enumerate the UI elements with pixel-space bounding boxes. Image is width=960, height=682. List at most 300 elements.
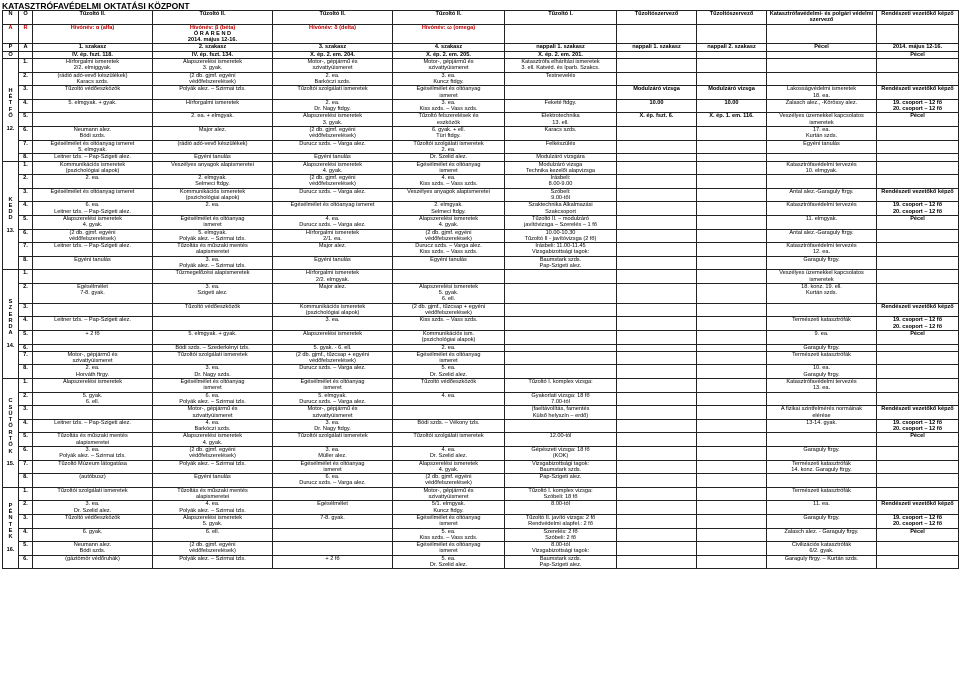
lesson-cell: 13-14. gyak. (767, 419, 877, 433)
lesson-cell: Rendészeti vezetőkő képző (877, 86, 959, 100)
lesson-cell: Katasztrófavédelmi tervezés 13. ea. (767, 379, 877, 393)
lesson-cell: 6. ea. Durucz szds. – Varga alez. (273, 474, 393, 488)
lesson-cell (617, 330, 697, 344)
lesson-cell: 10.00 (697, 99, 767, 113)
lesson-cell: Modulzáró vizsgára (505, 154, 617, 161)
lesson-cell: Polyák alez. – Szirmai tzls. (153, 86, 273, 100)
lesson-cell: Felkészülés (505, 140, 617, 154)
period-number: 4. (19, 202, 33, 216)
lesson-cell: Neumann alez. Bódi szds. (33, 127, 153, 141)
lesson-cell: Alapszerelési ismeretek 4. gyak. (393, 215, 505, 229)
period-number: 1. (19, 59, 33, 73)
lesson-cell: 3. ea. Müller alez. (273, 447, 393, 461)
lesson-cell (617, 317, 697, 331)
lesson-cell: 4. ea. Kiss szds. – Vass szds. (393, 175, 505, 189)
lesson-cell (505, 419, 617, 433)
lesson-cell (617, 202, 697, 216)
schedule-date: 2014. május 12-16. (187, 37, 238, 44)
lesson-cell (877, 59, 959, 73)
lesson-cell: 2. ea. Dr. Nagy ftdgy. (273, 99, 393, 113)
lesson-cell: 10.00 (617, 99, 697, 113)
period-number: 8. (19, 474, 33, 488)
header-letter: N (3, 11, 19, 25)
lesson-cell (505, 344, 617, 351)
group-header-cell (877, 24, 959, 44)
lesson-cell (505, 283, 617, 303)
lesson-cell: Hírforgalmi ismeretek 2/2. elmgyak. (273, 270, 393, 284)
lesson-cell (617, 127, 697, 141)
lesson-cell: Alapszerelési ismeretek 5. gyak. 6. ell. (393, 283, 505, 303)
lesson-cell: Lakosságvédelmi ismeretek 18. ea. (767, 86, 877, 100)
lesson-cell: (faeltávolítás, famentés Külső helyszín – erdő) (505, 406, 617, 420)
lesson-cell (697, 406, 767, 420)
lesson-cell: Hírforgalmi ismeretek (153, 99, 273, 113)
day-label: C S Ü T Ö R T Ö K 15. (3, 379, 19, 488)
lesson-cell: 3. ea. (273, 317, 393, 331)
lesson-cell (697, 330, 767, 344)
lesson-cell (767, 154, 877, 161)
lesson-cell: Egyéni tanulás (767, 140, 877, 154)
lesson-cell (33, 406, 153, 420)
group-header-cell (505, 24, 617, 44)
lesson-cell: Garaguly ftrgy. (767, 514, 877, 528)
header-row (3, 11, 959, 25)
lesson-cell: Alapszerelési ismeretek 5. gyak. (153, 514, 273, 528)
lesson-cell (697, 344, 767, 351)
lesson-cell: Égésélmélet és oltóanyag ismeret (393, 351, 505, 365)
group-header-cell: X. ép. 2. em. 201. (505, 51, 617, 58)
lesson-cell (505, 270, 617, 284)
lesson-cell (877, 175, 959, 189)
lesson-cell (617, 351, 697, 365)
lesson-cell: Antal alez.-Garaguly ftrgy. (767, 229, 877, 243)
group-header-cell: 4. szakasz (393, 44, 505, 51)
lesson-cell (877, 344, 959, 351)
period-number: 7. (19, 140, 33, 154)
period-number: 2. (19, 72, 33, 86)
lesson-cell: 3. ea. Polyák alez. – Szirmai tzls. (33, 447, 153, 461)
lesson-cell (877, 474, 959, 488)
period-number: 3. (19, 514, 33, 528)
lesson-cell (697, 501, 767, 515)
lesson-cell: 17. ea. Kurtán szds. (767, 127, 877, 141)
group-callsign: Hívónév: β (béta) (189, 24, 236, 31)
period-number: 2. (19, 392, 33, 406)
group-header-cell (153, 11, 273, 25)
lesson-cell: Major alez. (273, 283, 393, 303)
period-number: 5. (19, 113, 33, 127)
lesson-cell: 4. ea. Durucz szds. – Varga alez. (273, 215, 393, 229)
lesson-cell: Tűzoltó védőeszközök (153, 303, 273, 317)
timetable-grid (2, 10, 959, 569)
lesson-cell: Veszélyes anyagok alapismeretei (153, 161, 273, 175)
lesson-cell (393, 270, 505, 284)
lesson-cell: Pécel (877, 215, 959, 229)
day-label: P É N T E K 16. (3, 487, 19, 569)
lesson-cell: Motor-, gépjármű és szivattyúismeret (273, 406, 393, 420)
lesson-cell (697, 270, 767, 284)
lesson-cell (617, 433, 697, 447)
lesson-cell: 19. csoport – 12 fő 20. csoport – 12 fő (877, 317, 959, 331)
lesson-cell: 5. gyak. 6. ell. (33, 392, 153, 406)
lesson-cell (877, 140, 959, 154)
lesson-cell: Testnevelés (505, 72, 617, 86)
lesson-row (3, 406, 959, 420)
lesson-cell (33, 270, 153, 284)
lesson-cell: Gépészeti vizsga: 18 fő (KOK) (505, 447, 617, 461)
group-header-cell: X. ép. 2. em. 205. (393, 51, 505, 58)
lesson-cell: Egyéni tanulás (273, 256, 393, 270)
lesson-cell: Egyéni tanulás (153, 474, 273, 488)
lesson-row (3, 460, 959, 474)
lesson-cell: 5. elmgyak. Durucz szds. – Varga alez. (273, 392, 393, 406)
group-header-cell: Hívónév: α (alfa) (33, 24, 153, 44)
lesson-cell: Durucz szds. – Varga alez. Kiss szds. – Vass szds. (393, 243, 505, 257)
lesson-cell (505, 351, 617, 365)
lesson-row (3, 474, 959, 488)
lesson-cell (697, 229, 767, 243)
lesson-cell: Alapszerelési ismeretek 4. gyak. (273, 161, 393, 175)
lesson-cell: Tűzoltó I. komplex vizsga: Szóbeli: 18 fő (505, 487, 617, 501)
header-letter: P (3, 44, 19, 51)
group-header-cell: Pécel (767, 44, 877, 51)
lesson-cell: Elektrotechnika 13. ell. (505, 113, 617, 127)
group-header-cell: nappali 2. szakasz (697, 44, 767, 51)
lesson-cell: Modulzáró vizsga Technika kezelői alapvizsga (505, 161, 617, 175)
lesson-cell: Pécel (877, 528, 959, 542)
lesson-cell (697, 379, 767, 393)
lesson-cell (877, 351, 959, 365)
lesson-cell: Tűzoltó védőeszközök (33, 86, 153, 100)
lesson-cell (617, 243, 697, 257)
lesson-row (3, 154, 959, 161)
group-header-cell: Hívónév: ω (omega) (393, 24, 505, 44)
lesson-cell: Szerelés: 2 fő Szóbeli: 2 fő (505, 528, 617, 542)
lesson-cell: Tűzoltói szolgálati ismeretek (153, 351, 273, 365)
lesson-row (3, 379, 959, 393)
period-number: 6. (19, 344, 33, 351)
lesson-cell (617, 487, 697, 501)
group-header-cell: 2. szakasz (153, 44, 273, 51)
lesson-cell (697, 317, 767, 331)
lesson-cell (617, 59, 697, 73)
lesson-row (3, 140, 959, 154)
lesson-cell (877, 270, 959, 284)
lesson-cell (697, 542, 767, 556)
lesson-cell: 2. elmgyak. Selmeci ftdgy. (153, 175, 273, 189)
lesson-cell: Egyéni tanulás (153, 154, 273, 161)
lesson-cell: 11. ea. (767, 501, 877, 515)
lesson-cell (877, 487, 959, 501)
lesson-row (3, 330, 959, 344)
lesson-cell: Tűzoltó I. komplex vizsga: (505, 379, 617, 393)
lesson-cell: Kommunikációs ismeretek (pszichológiai alapok) (273, 303, 393, 317)
lesson-row (3, 243, 959, 257)
lesson-cell: (2 db. gjmf., tűzcsap + egyéni védőfelszerelések) (273, 351, 393, 365)
lesson-cell (697, 243, 767, 257)
lesson-cell (617, 514, 697, 528)
lesson-cell (617, 447, 697, 461)
period-number: 6. (19, 555, 33, 569)
lesson-row (3, 542, 959, 556)
group-header-cell: nappali 1. szakasz (505, 44, 617, 51)
lesson-cell (505, 317, 617, 331)
day-label: H É T F Ő 12. (3, 59, 19, 161)
lesson-cell: A fizikai szintfelmérés normáinak elérése (767, 406, 877, 420)
period-number: 7. (19, 460, 33, 474)
lesson-cell: Tűzoltói szolgálati ismeretek (273, 433, 393, 447)
lesson-cell: 9. ea. (767, 330, 877, 344)
lesson-cell: (rádió adó-vevő készülékek) Karacs szds. (33, 72, 153, 86)
lesson-row (3, 555, 959, 569)
lesson-row (3, 528, 959, 542)
lesson-cell (697, 175, 767, 189)
lesson-cell: 5/1. elmgyak. Kuncz ftdgy. (393, 501, 505, 515)
lesson-cell (617, 270, 697, 284)
lesson-cell: (2 db. gjmf. egyéni védőfelszerelések) (33, 229, 153, 243)
period-number: 3. (19, 303, 33, 317)
lesson-cell: Írásbeli: 11.00-11.45 Vizsgabizottsági tagok: (505, 243, 617, 257)
lesson-cell: Veszélyes anyagok alapismeretei (393, 188, 505, 202)
lesson-cell: Motor-, gépjármű és szivattyúismeret (393, 487, 505, 501)
lesson-row (3, 127, 959, 141)
lesson-row (3, 215, 959, 229)
lesson-cell: 6. gyak. (33, 528, 153, 542)
lesson-cell (767, 392, 877, 406)
group-header-cell: Tűzoltószervező (697, 11, 767, 25)
lesson-cell: Veszélyes üzemekkel kapcsolatos ismeretek (767, 113, 877, 127)
lesson-cell: 6. ea. Leitner tzls. – Pap-Szigeti alez. (33, 202, 153, 216)
lesson-cell: 3. ea. Dr. Nagy ftdgy. (273, 419, 393, 433)
lesson-row (3, 59, 959, 73)
lesson-cell: Égésélmélet és oltóanyag ismeret (153, 215, 273, 229)
lesson-cell (697, 365, 767, 379)
lesson-cell: 6. ea. Polyák alez. – Szirmai tzls. (153, 392, 273, 406)
lesson-cell: Természeti katasztrófák (767, 487, 877, 501)
lesson-cell (617, 501, 697, 515)
lesson-cell: Tűzoltó II. javító vizsga: 2 fő Rendvédelmi alapfel.: 2 fő (505, 514, 617, 528)
schedule-label: Ó R A R E N D (193, 30, 232, 37)
lesson-cell: Égésélmélet (273, 501, 393, 515)
group-header-cell: Pécel (877, 51, 959, 58)
lesson-cell: Garaguly ftrgy. (767, 256, 877, 270)
lesson-cell (33, 303, 153, 317)
lesson-row (3, 188, 959, 202)
group-header-cell: nappali 1. szakasz (617, 44, 697, 51)
lesson-cell: Égésélmélet és oltóanyag ismeret (393, 542, 505, 556)
lesson-cell: Egyéni tanulás (33, 256, 153, 270)
lesson-cell (617, 555, 697, 569)
lesson-cell: Tűzoltás és műszaki mentés alapismeretei (153, 243, 273, 257)
lesson-cell (697, 460, 767, 474)
period-number: 6. (19, 127, 33, 141)
lesson-row (3, 175, 959, 189)
lesson-cell: Civilizációs katasztrófák 6/2. gyak. (767, 542, 877, 556)
lesson-cell: Rendészeti vezetőkő képző (877, 501, 959, 515)
lesson-cell (697, 59, 767, 73)
lesson-cell: Leitner tzls. – Pap-Szigeti alez. (33, 419, 153, 433)
lesson-cell (877, 542, 959, 556)
lesson-cell: Tűzoltói szolgálati ismeretek (33, 487, 153, 501)
lesson-cell: 5. elmgyak. + gyak. (33, 99, 153, 113)
lesson-cell: X. ép. fszt. 6. (617, 113, 697, 127)
period-number: 2. (19, 175, 33, 189)
lesson-cell: Természeti katasztrófák (767, 317, 877, 331)
lesson-cell: 10.00-10.30 Tűzoltó II - javítóvizsga (2 fő) (505, 229, 617, 243)
lesson-cell: 18. konz. 19. ell. Kurtán szds. (767, 283, 877, 303)
period-number: 4. (19, 99, 33, 113)
lesson-cell: Motor-, gépjármű és szivattyúismeret (33, 351, 153, 365)
lesson-cell: Motor-, gépjármű és szivattyúismeret (393, 59, 505, 73)
group-header-cell: Tűzoltószervező (617, 11, 697, 25)
lesson-cell (697, 188, 767, 202)
lesson-cell: Égésélmélet és oltóanyag ismeret (33, 188, 153, 202)
lesson-cell: 2. ea. (33, 175, 153, 189)
lesson-cell: Hírforgalmi ismeretek 2/1. ea. (273, 229, 393, 243)
header-row (3, 44, 959, 51)
period-number: 1. (19, 161, 33, 175)
lesson-cell (767, 72, 877, 86)
lesson-cell: Tűzoltói szolgálati ismeretek (273, 86, 393, 100)
lesson-cell (767, 59, 877, 73)
lesson-cell: Alapszerelési ismeretek 4. gyak. (33, 215, 153, 229)
lesson-cell (617, 379, 697, 393)
lesson-cell: (2 db. gjmf. egyéni védőfelszerelések) (153, 72, 273, 86)
lesson-cell (617, 542, 697, 556)
lesson-cell: Tűzoltás és műszaki mentés alapismeretei (153, 487, 273, 501)
lesson-cell: Kommunikációs ism. (pszichológiai alapok) (393, 330, 505, 344)
lesson-cell (273, 528, 393, 542)
lesson-cell: 8.00-tól Vizsgabizottsági tagok: (505, 542, 617, 556)
lesson-cell: Égésélmélet és oltóanyag ismeret (393, 161, 505, 175)
lesson-cell: Katasztrófavédelmi tervezés 10. elmgyak. (767, 161, 877, 175)
lesson-cell: + 2 fő (273, 555, 393, 569)
lesson-cell: 12.00-tól (505, 433, 617, 447)
lesson-cell: Bódi szds. – Vékony tzls. (393, 419, 505, 433)
lesson-cell: Tűzoltói szolgálati ismeretek 2. ea. (393, 140, 505, 154)
lesson-cell: Tűzoltás és műszaki mentés alapismeretei (33, 433, 153, 447)
lesson-cell: 2. elmgyak. Selmeci ftdgy. (393, 202, 505, 216)
lesson-cell (697, 528, 767, 542)
lesson-cell: Rendészeti vezetőkő képző (877, 188, 959, 202)
lesson-cell (697, 474, 767, 488)
lesson-cell: Tűzoltó védőeszközök (33, 514, 153, 528)
lesson-cell: 2. ea. (393, 344, 505, 351)
lesson-cell: Kommunikációs ismeretek (pszichológiai alapok) (153, 188, 273, 202)
lesson-cell: 5. ea. Kiss szds. – Vass szds. (393, 528, 505, 542)
lesson-cell (697, 256, 767, 270)
lesson-cell: Garaguly ftrgy. (767, 344, 877, 351)
period-number: 2. (19, 283, 33, 303)
group-header-cell (153, 24, 273, 44)
period-number: 5. (19, 215, 33, 229)
period-number: 6. (19, 447, 33, 461)
lesson-cell: (2 db. gjmf. egyéni védőfelszerelések) (393, 474, 505, 488)
lesson-cell (697, 72, 767, 86)
lesson-cell: (2 db. gjmf. egyéni védőfelszerelések) (273, 175, 393, 189)
lesson-cell: Garaguly ftrgy. – Kurtán szds. (767, 555, 877, 569)
lesson-cell: Feketé ftdgy. (505, 99, 617, 113)
lesson-cell: Rendészeti vezetőkő képző (877, 303, 959, 317)
lesson-cell (767, 433, 877, 447)
lesson-cell (33, 113, 153, 127)
lesson-cell: 4. ea. Dr. Szelid alez. (393, 447, 505, 461)
lesson-cell: Szaktechnika Alkalmazási Szakcsoport (505, 202, 617, 216)
lesson-cell (33, 344, 153, 351)
lesson-cell: Katasztrófavédelmi tervezés (767, 202, 877, 216)
lesson-cell (617, 460, 697, 474)
day-label: K E D D 13. (3, 161, 19, 270)
group-header-cell: 1. szakasz (33, 44, 153, 51)
lesson-row (3, 501, 959, 515)
lesson-row (3, 229, 959, 243)
lesson-cell: Tűzoltói szolgálati ismeretek (393, 433, 505, 447)
lesson-cell: Durucz szds. – Varga alez. (273, 365, 393, 379)
lesson-cell: Major alez. (273, 243, 393, 257)
lesson-cell: Motor-, gépjármű és szivattyúismeret (153, 406, 273, 420)
period-number: 1. (19, 487, 33, 501)
lesson-cell: Zalasch alez., -Körössy alez. (767, 99, 877, 113)
lesson-cell (617, 283, 697, 303)
lesson-cell: 10. ea. Garaguly ftrgy. (767, 365, 877, 379)
lesson-cell (697, 514, 767, 528)
lesson-cell: Hírforgalmi ismeretek 2/2. elmiggyak. (33, 59, 153, 73)
group-header-cell: Katasztrófavédelmi- és polgári védelmi szervező (767, 11, 877, 25)
lesson-cell: Modulzáró vizsga (697, 86, 767, 100)
lesson-cell: Antal alez.-Garaguly ftrgy. (767, 188, 877, 202)
lesson-cell: Durucz szds. – Varga alez. (273, 140, 393, 154)
lesson-cell: Rendészeti vezetőkő képző (877, 406, 959, 420)
lesson-cell: 19. csoport – 12 fő 20. csoport – 12 fő (877, 419, 959, 433)
lesson-cell: Égésélmélet 7-8. gyak. (33, 283, 153, 303)
lesson-cell: 4. ea. (393, 392, 505, 406)
lesson-cell: Tűzoltó Múzeum látogatása (33, 460, 153, 474)
lesson-cell: Modulzáró vizsga (617, 86, 697, 100)
group-header-cell: 3. szakasz (273, 44, 393, 51)
lesson-cell: Természeti katasztrófák (767, 351, 877, 365)
lesson-cell (697, 447, 767, 461)
lesson-cell: Tűzoltó védőeszközök (393, 379, 505, 393)
lesson-cell (617, 474, 697, 488)
lesson-cell: Polyák alez. – Szirmai tzls. (153, 555, 273, 569)
lesson-row (3, 283, 959, 303)
group-header-cell: IV. ép. fszt. 134. (153, 51, 273, 58)
lesson-row (3, 99, 959, 113)
lesson-cell: Alapszerelési ismeretek (33, 379, 153, 393)
period-number: 4. (19, 528, 33, 542)
group-name: Tűzoltó II. (199, 11, 226, 17)
group-header-cell: IV. ép. fszt. 118. (33, 51, 153, 58)
lesson-cell (877, 447, 959, 461)
lesson-cell: Bódi szds. – Szederkényi tzls. (153, 344, 273, 351)
group-header-cell: 2014. május 12-16. (877, 44, 959, 51)
lesson-cell (877, 256, 959, 270)
lesson-cell: Tűzoltó II. – modulzáró javítóvizsga – Szerelés – 1 fő (505, 215, 617, 229)
period-number: 1. (19, 379, 33, 393)
lesson-cell: Veszélyes üzemekkel kapcsolatos ismeretek (767, 270, 877, 284)
lesson-cell: (2 db. gjmf. egyéni védőfelszerelések) (273, 127, 393, 141)
lesson-cell (767, 175, 877, 189)
lesson-row (3, 392, 959, 406)
header-letter (19, 51, 33, 58)
lesson-cell: 2. ea. + elmgyak. (153, 113, 273, 127)
lesson-cell: Katasztrófa elhárítási ismeretek 3. ell. Katvéd. és Iparb. Szakcs. (505, 59, 617, 73)
header-row (3, 51, 959, 58)
lesson-cell (877, 243, 959, 257)
lesson-cell: Szóbeli: 9.00-től (505, 188, 617, 202)
lesson-cell: Alapszerelési ismeretek 4. gyak. (153, 433, 273, 447)
lesson-cell: Leitner tzls. – Pap-Szigeti alez. (33, 317, 153, 331)
